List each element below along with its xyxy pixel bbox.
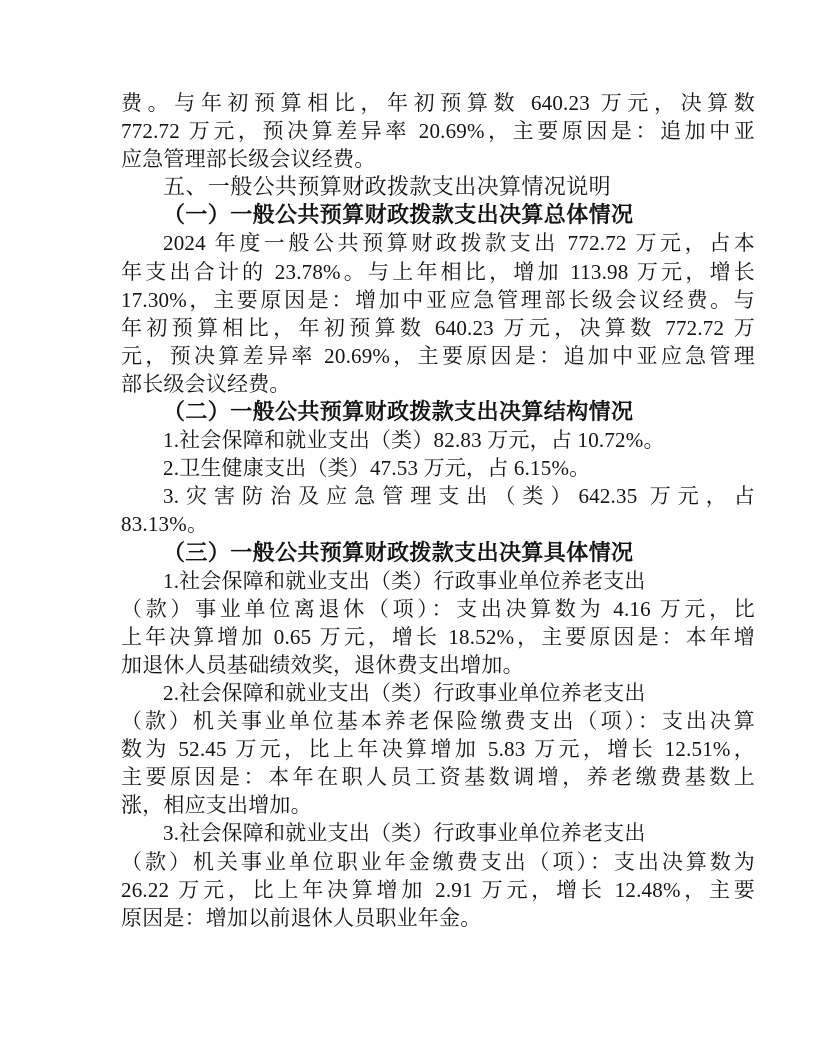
body-line: 2.卫生健康支出（类）47.53 万元，占 6.15%。 xyxy=(163,456,591,481)
body-line: （款）事业单位离退休（项）：支出决算数为 4.16 万元，比 xyxy=(121,596,755,621)
body-line: 年初预算相比，年初预算数 640.23 万元，决算数 772.72 万 xyxy=(121,315,755,340)
body-line: 1.社会保障和就业支出（类）82.83 万元，占 10.72%。 xyxy=(163,428,665,453)
body-line: 年支出合计的 23.78%。与上年相比，增加 113.98 万元，增长 xyxy=(121,259,755,284)
paragraph xyxy=(121,89,755,173)
body-line: 费。与年初预算相比，年初预算数 640.23 万元，决算数 xyxy=(121,91,755,115)
body-line: 应急管理部长级会议经费。 xyxy=(121,147,376,172)
paragraph xyxy=(121,482,755,538)
body-line: 数为 52.45 万元，比上年决算增加 5.83 万元，增长 12.51%， xyxy=(121,737,755,762)
body-line: （款）机关事业单位职业年金缴费支出（项）：支出决算数为 xyxy=(121,849,755,874)
paragraph xyxy=(121,398,755,426)
heading-level2: （二）一般公共预算财政拨款支出决算结构情况 xyxy=(163,399,634,425)
body-line: 部长级会议经费。 xyxy=(121,371,291,396)
body-line: 2.社会保障和就业支出（类）行政事业单位养老支出 xyxy=(163,680,646,705)
paragraph xyxy=(121,819,755,931)
body-line: 1.社会保障和就业支出（类）行政事业单位养老支出 xyxy=(163,568,646,593)
body-line: 加退休人员基础绩效奖，退休费支出增加。 xyxy=(121,652,524,677)
body-line: 原因是：增加以前退休人员职业年金。 xyxy=(121,905,482,930)
body-line: 3.社会保障和就业支出（类）行政事业单位养老支出 xyxy=(163,821,646,846)
body-line: 上年决算增加 0.65 万元，增长 18.52%，主要原因是：本年增 xyxy=(121,624,755,649)
body-line: 17.30%，主要原因是：增加中亚应急管理部长级会议经费。与 xyxy=(121,287,755,312)
paragraph xyxy=(121,426,755,454)
heading-level2: （三）一般公共预算财政拨款支出决算具体情况 xyxy=(163,539,634,565)
body-line: 3.灾害防治及应急管理支出（类）642.35 万元，占 xyxy=(163,484,755,509)
paragraph xyxy=(121,201,755,229)
body-line: 2024 年度一般公共预算财政拨款支出 772.72 万元，占本 xyxy=(163,231,755,256)
body-line: 涨，相应支出增加。 xyxy=(121,793,312,818)
body-line: 元，预决算差异率 20.69%，主要原因是：追加中亚应急管理 xyxy=(121,343,755,368)
body-line: 26.22 万元，比上年决算增加 2.91 万元，增长 12.48%，主要 xyxy=(121,877,755,902)
body-line: 83.13%。 xyxy=(121,512,209,537)
document-body xyxy=(121,89,755,932)
paragraph xyxy=(121,173,755,201)
paragraph xyxy=(121,229,755,398)
paragraph xyxy=(121,539,755,567)
paragraph xyxy=(121,679,755,819)
heading-level2: （一）一般公共预算财政拨款支出决算总体情况 xyxy=(163,202,634,228)
body-line: （款）机关事业单位基本养老保险缴费支出（项）：支出决算 xyxy=(121,709,755,734)
body-line: 主要原因是：本年在职人员工资基数调增，养老缴费基数上 xyxy=(121,765,755,790)
heading-level1: 五、一般公共预算财政拨款支出决算情况说明 xyxy=(163,174,612,200)
body-line: 772.72 万元，预决算差异率 20.69%，主要原因是：追加中亚 xyxy=(121,119,755,144)
paragraph xyxy=(121,454,755,482)
paragraph xyxy=(121,567,755,679)
